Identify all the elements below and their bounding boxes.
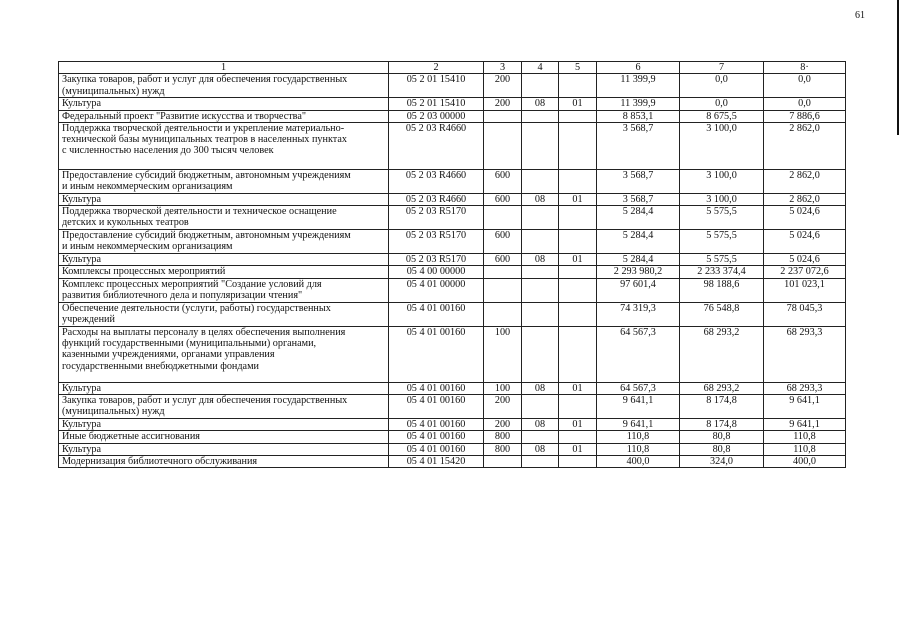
cell-v2: 68 293,2: [680, 326, 764, 382]
cell-v3: 9 641,1: [764, 419, 846, 431]
cell-name: Обеспечение деятельности (услуги, работы) государственных учреждений: [59, 302, 389, 326]
cell-v3: 110,8: [764, 443, 846, 455]
cell-v1: 3 568,7: [597, 193, 680, 205]
cell-v3: 0,0: [764, 74, 846, 98]
cell-v3: 2 237 072,6: [764, 266, 846, 278]
cell-pr: 01: [559, 193, 597, 205]
cell-v2: 0,0: [680, 74, 764, 98]
cell-code: 05 4 00 00000: [389, 266, 484, 278]
cell-v1: 11 399,9: [597, 74, 680, 98]
cell-v2: 8 675,5: [680, 110, 764, 122]
cell-v3: 0,0: [764, 98, 846, 110]
cell-v1: 97 601,4: [597, 278, 680, 302]
table-row: [59, 302, 846, 326]
cell-v2: 2 233 374,4: [680, 266, 764, 278]
column-header: 3: [484, 62, 522, 74]
cell-name: Культура: [59, 193, 389, 205]
cell-code: 05 2 03 R5170: [389, 206, 484, 230]
cell-pr: [559, 302, 597, 326]
cell-code: 05 4 01 00160: [389, 302, 484, 326]
cell-pr: 01: [559, 254, 597, 266]
cell-vr: [484, 278, 522, 302]
cell-v2: 324,0: [680, 455, 764, 467]
cell-rz: [522, 431, 559, 443]
cell-v1: 5 284,4: [597, 230, 680, 254]
cell-vr: 200: [484, 98, 522, 110]
cell-v1: 5 284,4: [597, 206, 680, 230]
cell-name: Федеральный проект "Развитие искусства и творчества": [59, 110, 389, 122]
cell-rz: 08: [522, 443, 559, 455]
table-row: [59, 278, 846, 302]
cell-pr: [559, 326, 597, 382]
cell-rz: 08: [522, 98, 559, 110]
table-row: [59, 74, 846, 98]
cell-pr: [559, 395, 597, 419]
cell-name: Предоставление субсидий бюджетным, автономным учреждениям и иным некоммерческим организациям: [59, 230, 389, 254]
cell-code: 05 4 01 15420: [389, 455, 484, 467]
table-row: [59, 395, 846, 419]
cell-pr: [559, 431, 597, 443]
table-row: [59, 419, 846, 431]
cell-code: 05 2 03 R4660: [389, 122, 484, 169]
cell-name: Культура: [59, 443, 389, 455]
cell-v1: 5 284,4: [597, 254, 680, 266]
table-row: [59, 110, 846, 122]
cell-v3: 5 024,6: [764, 230, 846, 254]
table-row: [59, 230, 846, 254]
cell-v1: 3 568,7: [597, 169, 680, 193]
cell-code: 05 2 03 00000: [389, 110, 484, 122]
cell-v1: 64 567,3: [597, 382, 680, 394]
table-row: [59, 266, 846, 278]
cell-rz: 08: [522, 382, 559, 394]
cell-name: Поддержка творческой деятельности и укрепление материально- технической базы муниципальных театров в населенных пунктах с численностью населения до 300 тысяч человек: [59, 122, 389, 169]
cell-pr: 01: [559, 443, 597, 455]
cell-name: Иные бюджетные ассигнования: [59, 431, 389, 443]
table-row: [59, 455, 846, 467]
cell-v2: 68 293,2: [680, 382, 764, 394]
cell-v2: 0,0: [680, 98, 764, 110]
cell-vr: 200: [484, 419, 522, 431]
cell-name: Модернизация библиотечного обслуживания: [59, 455, 389, 467]
cell-v1: 110,8: [597, 443, 680, 455]
cell-v2: 8 174,8: [680, 395, 764, 419]
cell-code: 05 4 01 00160: [389, 382, 484, 394]
column-header: 1: [59, 62, 389, 74]
cell-v2: 3 100,0: [680, 193, 764, 205]
cell-pr: [559, 74, 597, 98]
column-header: 4: [522, 62, 559, 74]
table-row: [59, 382, 846, 394]
cell-code: 05 2 01 15410: [389, 74, 484, 98]
table-row: [59, 326, 846, 382]
cell-v1: 400,0: [597, 455, 680, 467]
column-header: 7: [680, 62, 764, 74]
cell-v2: 3 100,0: [680, 122, 764, 169]
cell-v1: 11 399,9: [597, 98, 680, 110]
cell-v1: 74 319,3: [597, 302, 680, 326]
cell-v3: 110,8: [764, 431, 846, 443]
cell-code: 05 2 01 15410: [389, 98, 484, 110]
cell-vr: 600: [484, 193, 522, 205]
cell-vr: 100: [484, 326, 522, 382]
cell-v3: 5 024,6: [764, 206, 846, 230]
cell-vr: [484, 110, 522, 122]
table-row: [59, 122, 846, 169]
cell-pr: [559, 230, 597, 254]
cell-rz: [522, 206, 559, 230]
cell-vr: [484, 266, 522, 278]
cell-name: Комплексы процессных мероприятий: [59, 266, 389, 278]
table-row: [59, 206, 846, 230]
column-header: 8·: [764, 62, 846, 74]
cell-vr: [484, 122, 522, 169]
cell-code: 05 4 01 00160: [389, 419, 484, 431]
column-header: 2: [389, 62, 484, 74]
page-number: 61: [855, 10, 865, 21]
cell-vr: 800: [484, 443, 522, 455]
cell-name: Закупка товаров, работ и услуг для обеспечения государственных (муниципальных) нужд: [59, 395, 389, 419]
cell-rz: [522, 169, 559, 193]
cell-rz: 08: [522, 193, 559, 205]
cell-name: Закупка товаров, работ и услуг для обеспечения государственных (муниципальных) нужд: [59, 74, 389, 98]
cell-vr: 600: [484, 169, 522, 193]
cell-pr: [559, 266, 597, 278]
column-header: 5: [559, 62, 597, 74]
cell-code: 05 4 01 00160: [389, 431, 484, 443]
table-row: [59, 431, 846, 443]
cell-vr: 800: [484, 431, 522, 443]
cell-v2: 98 188,6: [680, 278, 764, 302]
cell-rz: [522, 302, 559, 326]
cell-name: Культура: [59, 419, 389, 431]
cell-code: 05 4 01 00160: [389, 326, 484, 382]
cell-code: 05 4 01 00160: [389, 395, 484, 419]
cell-name: Расходы на выплаты персоналу в целях обеспечения выполнения функций государственными (муниципальными) органами, казенными учреждениями, органами управления государственными внебюджетными фондами: [59, 326, 389, 382]
table-row: [59, 443, 846, 455]
cell-code: 05 4 01 00000: [389, 278, 484, 302]
cell-v2: 5 575,5: [680, 206, 764, 230]
cell-pr: 01: [559, 382, 597, 394]
cell-name: Культура: [59, 254, 389, 266]
cell-v3: 2 862,0: [764, 169, 846, 193]
cell-vr: 600: [484, 230, 522, 254]
cell-vr: 200: [484, 74, 522, 98]
cell-v1: 9 641,1: [597, 395, 680, 419]
column-header: 6: [597, 62, 680, 74]
cell-rz: [522, 122, 559, 169]
cell-vr: [484, 455, 522, 467]
cell-rz: [522, 278, 559, 302]
cell-name: Комплекс процессных мероприятий "Создание условий для развития библиотечного дела и популяризации чтения": [59, 278, 389, 302]
cell-v3: 68 293,3: [764, 382, 846, 394]
cell-v1: 3 568,7: [597, 122, 680, 169]
cell-v3: 68 293,3: [764, 326, 846, 382]
cell-code: 05 2 03 R5170: [389, 230, 484, 254]
cell-v2: 3 100,0: [680, 169, 764, 193]
table-row: [59, 169, 846, 193]
right-margin-rule: [897, 0, 899, 135]
cell-v3: 101 023,1: [764, 278, 846, 302]
cell-vr: 100: [484, 382, 522, 394]
cell-rz: 08: [522, 419, 559, 431]
cell-rz: [522, 74, 559, 98]
cell-v3: 7 886,6: [764, 110, 846, 122]
cell-v2: 5 575,5: [680, 254, 764, 266]
cell-rz: [522, 266, 559, 278]
budget-table: [58, 61, 846, 468]
cell-pr: [559, 110, 597, 122]
cell-code: 05 2 03 R5170: [389, 254, 484, 266]
cell-v2: 5 575,5: [680, 230, 764, 254]
cell-pr: [559, 122, 597, 169]
table-row: [59, 193, 846, 205]
cell-vr: [484, 302, 522, 326]
cell-v3: 2 862,0: [764, 122, 846, 169]
cell-pr: [559, 278, 597, 302]
cell-name: Предоставление субсидий бюджетным, автономным учреждениям и иным некоммерческим организациям: [59, 169, 389, 193]
cell-pr: [559, 455, 597, 467]
table-row: [59, 98, 846, 110]
cell-v1: 64 567,3: [597, 326, 680, 382]
cell-name: Поддержка творческой деятельности и техническое оснащение детских и кукольных театров: [59, 206, 389, 230]
cell-code: 05 4 01 00160: [389, 443, 484, 455]
table-row: [59, 254, 846, 266]
cell-rz: [522, 455, 559, 467]
cell-v3: 5 024,6: [764, 254, 846, 266]
cell-pr: [559, 169, 597, 193]
cell-pr: [559, 206, 597, 230]
cell-rz: [522, 326, 559, 382]
cell-v2: 80,8: [680, 443, 764, 455]
cell-v1: 8 853,1: [597, 110, 680, 122]
cell-pr: 01: [559, 419, 597, 431]
cell-pr: 01: [559, 98, 597, 110]
cell-name: Культура: [59, 98, 389, 110]
cell-rz: 08: [522, 254, 559, 266]
cell-v1: 110,8: [597, 431, 680, 443]
cell-vr: 200: [484, 395, 522, 419]
cell-vr: 600: [484, 254, 522, 266]
cell-v3: 78 045,3: [764, 302, 846, 326]
cell-v2: 80,8: [680, 431, 764, 443]
cell-v3: 400,0: [764, 455, 846, 467]
cell-vr: [484, 206, 522, 230]
cell-v2: 8 174,8: [680, 419, 764, 431]
cell-code: 05 2 03 R4660: [389, 193, 484, 205]
cell-rz: [522, 395, 559, 419]
cell-name: Культура: [59, 382, 389, 394]
cell-rz: [522, 110, 559, 122]
cell-v3: 2 862,0: [764, 193, 846, 205]
cell-rz: [522, 230, 559, 254]
cell-code: 05 2 03 R4660: [389, 169, 484, 193]
cell-v2: 76 548,8: [680, 302, 764, 326]
cell-v1: 2 293 980,2: [597, 266, 680, 278]
cell-v3: 9 641,1: [764, 395, 846, 419]
cell-v1: 9 641,1: [597, 419, 680, 431]
table-header-row: [59, 62, 846, 74]
